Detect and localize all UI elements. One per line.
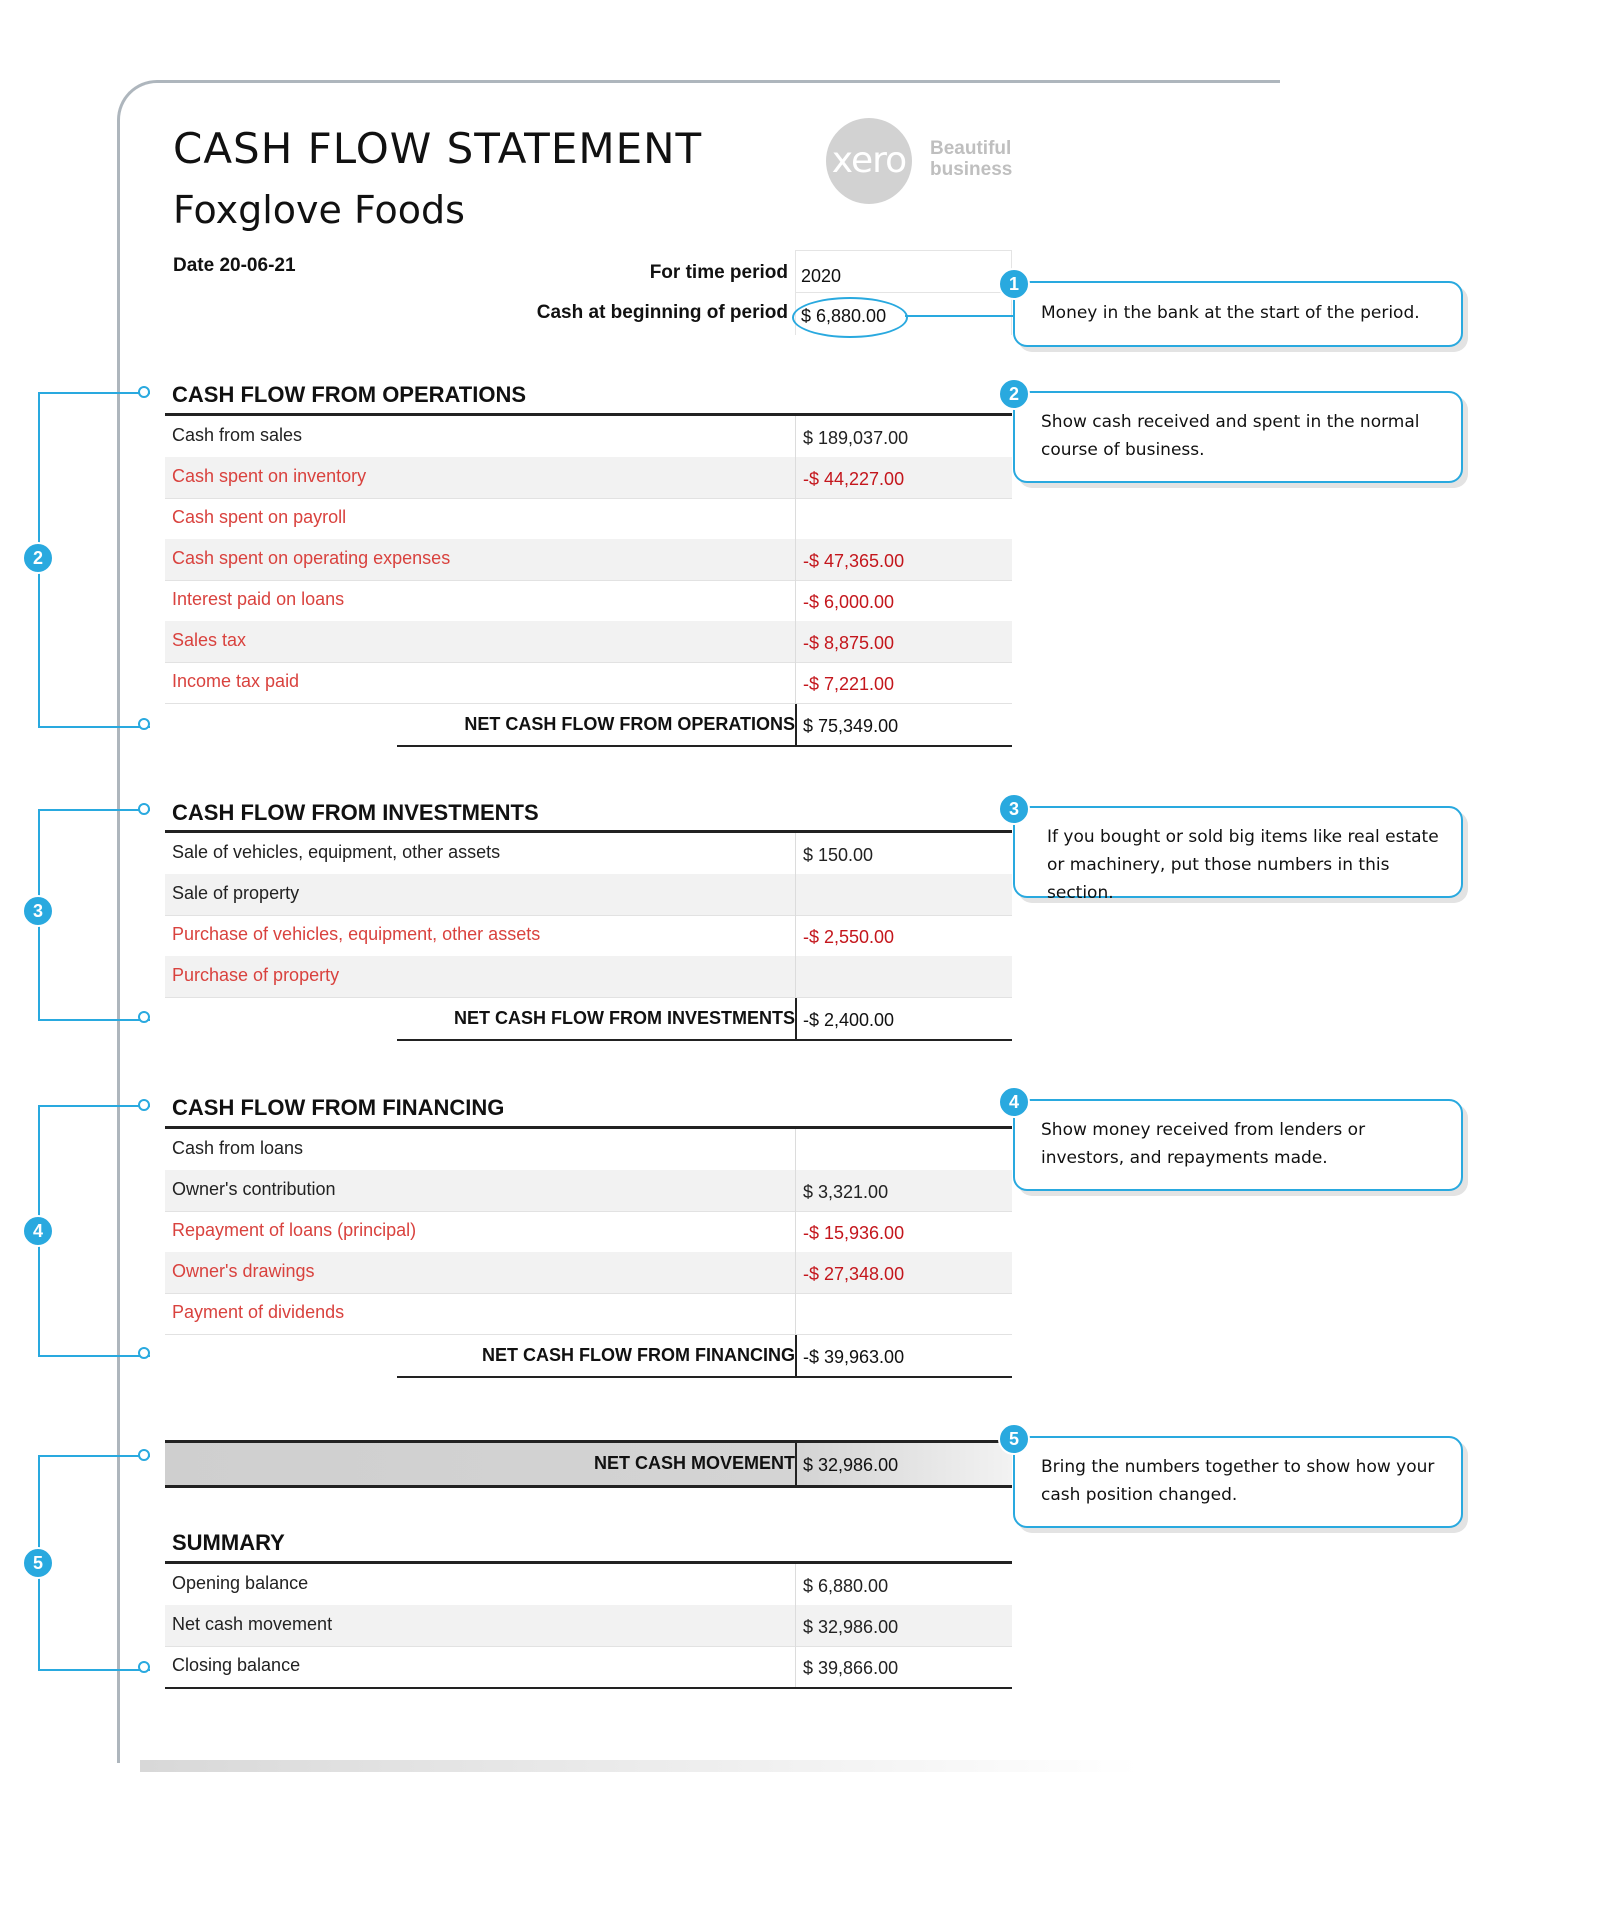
logo-tagline-line1: Beautiful <box>930 138 1012 159</box>
logo-tagline <box>930 138 1012 180</box>
callout-2-line2: course of business. <box>1041 440 1205 460</box>
row-label: Net cash movement <box>172 1614 333 1634</box>
callout-5 <box>1013 1436 1463 1528</box>
date-row <box>173 255 296 277</box>
date-label: Date <box>173 255 215 276</box>
callout-3 <box>1013 806 1463 903</box>
table-row <box>165 1646 1012 1689</box>
net-financing-label: NET CASH FLOW FROM FINANCING <box>482 1345 795 1365</box>
row-amount: $ 3,321.00 <box>803 1182 889 1202</box>
bracket-badge-3: 3 <box>22 895 54 927</box>
row-amount: -$ 47,365.00 <box>803 551 905 571</box>
bracket-dot <box>138 386 150 398</box>
net-cash-movement-amount: $ 32,986.00 <box>803 1455 899 1475</box>
callout-2 <box>1013 391 1463 483</box>
row-label: Sales tax <box>172 630 247 650</box>
callout-4-line2: investors, and repayments made. <box>1041 1148 1328 1168</box>
cash-begin-value: $ 6,880.00 <box>801 306 887 326</box>
net-financing-row <box>397 1335 1012 1378</box>
callout-badge-2: 2 <box>998 378 1030 410</box>
table-row <box>165 833 1012 875</box>
table-row <box>165 580 1012 622</box>
period-label: For time period <box>649 262 788 283</box>
net-operations-amount: $ 75,349.00 <box>803 716 899 736</box>
bracket-dot <box>138 1099 150 1111</box>
net-cash-movement-row <box>165 1440 1012 1488</box>
bracket-dot <box>138 1449 150 1461</box>
row-amount: -$ 2,550.00 <box>803 927 895 947</box>
row-label: Interest paid on loans <box>172 589 345 609</box>
callout-badge-5: 5 <box>998 1423 1030 1455</box>
bracket-badge-2: 2 <box>22 542 54 574</box>
row-label: Opening balance <box>172 1573 309 1593</box>
bracket-financing <box>38 1105 150 1357</box>
net-operations-row <box>397 704 1012 747</box>
table-row <box>165 1129 1012 1171</box>
company-name: Foxglove Foods <box>173 188 465 232</box>
bracket-investments <box>38 809 150 1021</box>
row-label: Cash spent on payroll <box>172 507 347 527</box>
logo-text: xero <box>831 140 907 181</box>
table-row <box>165 1170 1012 1212</box>
net-operations-label: NET CASH FLOW FROM OPERATIONS <box>464 714 795 734</box>
callout-3-line2: or machinery, put those numbers in this section. <box>1047 855 1390 903</box>
bracket-dot <box>138 1011 150 1023</box>
bracket-badge-5: 5 <box>22 1547 54 1579</box>
financing-title: CASH FLOW FROM FINANCING <box>172 1095 505 1120</box>
bracket-dot <box>138 1347 150 1359</box>
summary-title: SUMMARY <box>172 1530 285 1555</box>
net-investments-amount: -$ 2,400.00 <box>803 1010 895 1030</box>
table-row <box>165 416 1012 458</box>
net-investments-label: NET CASH FLOW FROM INVESTMENTS <box>454 1008 795 1028</box>
row-label: Payment of dividends <box>172 1302 345 1322</box>
callout-3-line1: If you bought or sold big items like real estate <box>1047 827 1439 847</box>
row-amount: $ 6,880.00 <box>803 1576 889 1596</box>
table-row <box>165 1605 1012 1647</box>
row-amount: $ 189,037.00 <box>803 428 909 448</box>
period-value: 2020 <box>801 266 842 286</box>
row-label: Income tax paid <box>172 671 300 691</box>
row-label: Cash spent on operating expenses <box>172 548 451 568</box>
table-row <box>165 1252 1012 1294</box>
net-investments-row <box>397 998 1012 1041</box>
row-label: Cash spent on inventory <box>172 466 367 486</box>
bracket-dot <box>138 718 150 730</box>
bracket-dot <box>138 1661 150 1673</box>
page-title: CASH FLOW STATEMENT <box>173 124 703 173</box>
row-label: Cash from sales <box>172 425 303 445</box>
bracket-dot <box>138 803 150 815</box>
sheet-shadow <box>140 1760 1140 1772</box>
table-row <box>165 956 1012 998</box>
row-amount: -$ 8,875.00 <box>803 633 895 653</box>
callout-1 <box>1013 281 1463 347</box>
table-row <box>165 1211 1012 1253</box>
bracket-badge-4: 4 <box>22 1215 54 1247</box>
row-amount: $ 32,986.00 <box>803 1617 899 1637</box>
investments-title: CASH FLOW FROM INVESTMENTS <box>172 800 539 825</box>
callout-5-line1: Bring the numbers together to show how your <box>1041 1457 1435 1477</box>
row-label: Sale of vehicles, equipment, other assets <box>172 842 501 862</box>
table-row <box>165 662 1012 704</box>
callout-4-line1: Show money received from lenders or <box>1041 1120 1366 1140</box>
callout-1-text: Money in the bank at the start of the period. <box>1041 303 1420 323</box>
table-row <box>165 621 1012 663</box>
callout-4 <box>1013 1099 1463 1191</box>
operations-title: CASH FLOW FROM OPERATIONS <box>172 382 527 407</box>
row-label: Purchase of vehicles, equipment, other assets <box>172 924 541 944</box>
row-label: Sale of property <box>172 883 300 903</box>
net-cash-movement-label: NET CASH MOVEMENT <box>593 1453 795 1473</box>
net-financing-amount: -$ 39,963.00 <box>803 1347 905 1367</box>
row-label: Purchase of property <box>172 965 340 985</box>
callout-1-leader <box>905 315 1013 317</box>
row-amount: -$ 44,227.00 <box>803 469 905 489</box>
table-row <box>165 539 1012 581</box>
highlight-oval <box>792 297 908 338</box>
callout-2-line1: Show cash received and spent in the normal <box>1041 412 1420 432</box>
row-label: Owner's drawings <box>172 1261 315 1281</box>
callout-badge-1: 1 <box>998 268 1030 300</box>
table-row <box>165 1293 1012 1335</box>
table-row <box>165 498 1012 540</box>
row-label: Cash from loans <box>172 1138 304 1158</box>
logo-tagline-line2: business <box>930 159 1013 180</box>
callout-badge-4: 4 <box>998 1086 1030 1118</box>
row-label: Owner's contribution <box>172 1179 336 1199</box>
row-amount: -$ 15,936.00 <box>803 1223 905 1243</box>
table-row <box>165 915 1012 957</box>
table-row <box>165 1564 1012 1606</box>
callout-5-line2: cash position changed. <box>1041 1485 1238 1505</box>
table-row <box>165 874 1012 916</box>
table-row <box>165 457 1012 499</box>
xero-logo <box>826 118 912 204</box>
row-amount: $ 39,866.00 <box>803 1658 899 1678</box>
row-label: Closing balance <box>172 1655 301 1675</box>
date-value: 20-06-21 <box>219 255 296 276</box>
row-amount: -$ 7,221.00 <box>803 674 895 694</box>
bracket-summary <box>38 1455 150 1671</box>
row-amount: $ 150.00 <box>803 845 874 865</box>
row-label: Repayment of loans (principal) <box>172 1220 417 1240</box>
row-amount: -$ 27,348.00 <box>803 1264 905 1284</box>
row-amount: -$ 6,000.00 <box>803 592 895 612</box>
callout-badge-3: 3 <box>998 793 1030 825</box>
bracket-operations <box>38 392 150 728</box>
cash-begin-label: Cash at beginning of period <box>536 302 788 323</box>
